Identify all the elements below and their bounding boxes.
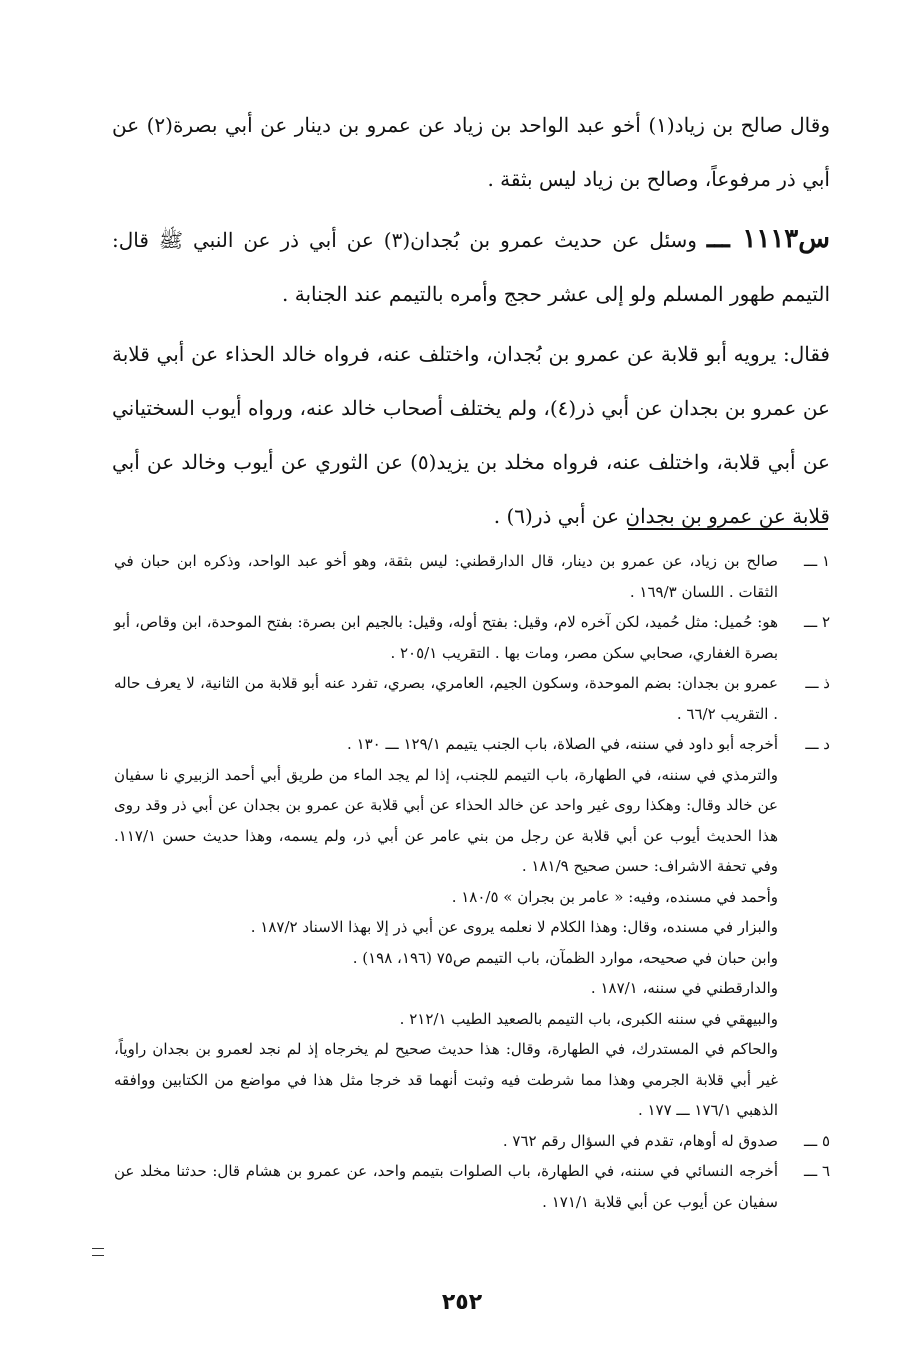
answer-paragraph: فقال: يرويه أبو قلابة عن عمرو بن بُجدان، واختلف عنه، فرواه خالد الحذاء عن أبي قلابة عن عمرو بن بجدان عن أبي ذر(٤)، ولم يختلف أصحاب خالد عنه، ورواه أيوب السختياني عن أبي قلابة، واختلف عنه، فرواه مخلد بن يزيد(٥) عن الثوري عن أيوب وخالد عن أبي قلابة عن عمرو بن بجدان عن أبي ذر(٦) . [112, 342, 830, 528]
footnote-abu-dawud: أخرجه أبو داود في سننه، في الصلاة، باب الجنب يتيمم ١٢٩/١ ـــ ١٣٠ . [347, 735, 778, 753]
footnote-6 [114, 1156, 830, 1217]
footnote-marker: ٦ ـــ [803, 1162, 830, 1180]
footnote-4 [114, 729, 830, 1126]
footnote-marker: ٢ ـــ [803, 613, 830, 631]
footnote-bazzar: والبزار في مسنده، وقال: وهذا الكلام لا نعلمه يروى عن أبي ذر إلا بهذا الاسناد ١٨٧/٢ . [250, 918, 778, 936]
footnote-marker: د ـــ [805, 735, 830, 753]
question-1113 [112, 212, 830, 321]
footnote-text: أخرجه النسائي في سننه، في الطهارة، باب الصلوات بتيمم واحد، عن عمرو بن هشام قال: حدثنا مخلد عن سفيان عن أيوب عن أبي قلابة ١٧١/١ . [114, 1162, 778, 1211]
footnote-marker: ذ ـــ [805, 674, 830, 692]
footnote-tirmidhi: والترمذي في سننه، في الطهارة، باب التيمم للجنب، إذا لم يجد الماء من طريق أبي أحمد الزبيري نا سفيان عن خالد وقال: وهكذا روى غير واحد عن خالد الحذاء عن أبي قلابة عن عمرو بن بجدان عن أبي ذر وقد روى هذا الحديث أيوب عن أبي قلابة عن رجل من بني عامر عن أبي ذر، ولم يسمه، وهذا حديث حسن ١١٧/١. وفي تحفة الاشراف: حسن صحيح ١٨١/٩ . [114, 765, 778, 875]
footnote-separator [628, 528, 828, 530]
footnote-3 [114, 668, 830, 729]
footnote-marker: ١ ـــ [803, 552, 830, 570]
footnote-hakim: والحاكم في المستدرك، في الطهارة، وقال: هذا حديث صحيح لم يخرجاه إذ لم نجد لعمرو بن بجدان راوياً، غير أبي قلابة الجرمي وهذا مما شرطت فيه وثبت أنهما قد خرجا مثل هذا في مواضع من الكتابين ووافقه الذهبي ١٧٦/١ ـــ ١٧٧ . [114, 1040, 778, 1119]
footnote-bayhaqi: والبيهقي في سننه الكبرى، باب التيمم بالصعيد الطيب ٢١٢/١ . [399, 1009, 778, 1028]
footnotes [114, 546, 830, 1217]
footnote-text: عمرو بن بجدان: بضم الموحدة، وسكون الجيم، العامري، بصري، تفرد عنه أبو قلابة من الثانية، لا يعرف حاله . التقريب ٦٦/٢ . [114, 674, 778, 723]
footnote-2 [114, 607, 830, 668]
margin-mark [92, 1248, 104, 1256]
footnote-ibn-hibban: وابن حبان في صحيحه، موارد الظمآن، باب التيمم ص٧٥ (١٩٦، ١٩٨) . [352, 948, 778, 967]
paragraph-saleh-ibn-ziyad: وقال صالح بن زياد(١) أخو عبد الواحد بن زياد عن عمرو بن دينار عن أبي بصرة(٢) عن أبي ذر مرفوعاً، وصالح بن زياد ليس بثقة . [112, 113, 830, 191]
footnote-marker: ٥ ـــ [803, 1131, 830, 1150]
main-text [112, 98, 830, 543]
footnote-text: هو: حُميل: مثل حُميد، لكن آخره لام، وقيل: بفتح أوله، وقيل: بالجيم ابن بصرة: بفتح الموحدة، ابن وقاص، أبو بصرة الغفاري، صحابي سكن مصر، ومات بها . التقريب ٢٠٥/١ . [114, 613, 778, 662]
page-number: ٢٥٢ [441, 1290, 483, 1315]
footnote-ahmad: وأحمد في مسنده، وفيه: « عامر بن بجران » ١٨٠/٥ . [451, 887, 778, 906]
footnote-5 [114, 1126, 830, 1157]
footnote-text: صالح بن زياد، عن عمرو بن دينار، قال الدارقطني: ليس بثقة، وهو أخو عبد الواحد، وذكره ابن حبان في الثقات . اللسان ١٦٩/٣ . [114, 552, 778, 601]
question-number: س١١١٣ ـــ [706, 224, 830, 254]
footnote-1 [114, 546, 830, 607]
question-text: وسئل عن حديث عمرو بن بُجدان(٣) عن أبي ذر عن النبي ﷺ قال: التيمم طهور المسلم ولو إلى عشر حجج وأمره بالتيمم عند الجنابة . [112, 228, 830, 306]
footnote-daraqutni: والدارقطني في سننه، ١٨٧/١ . [590, 979, 778, 997]
footnote-text: صدوق له أوهام، تقدم في السؤال رقم ٧٦٢ . [502, 1131, 778, 1150]
